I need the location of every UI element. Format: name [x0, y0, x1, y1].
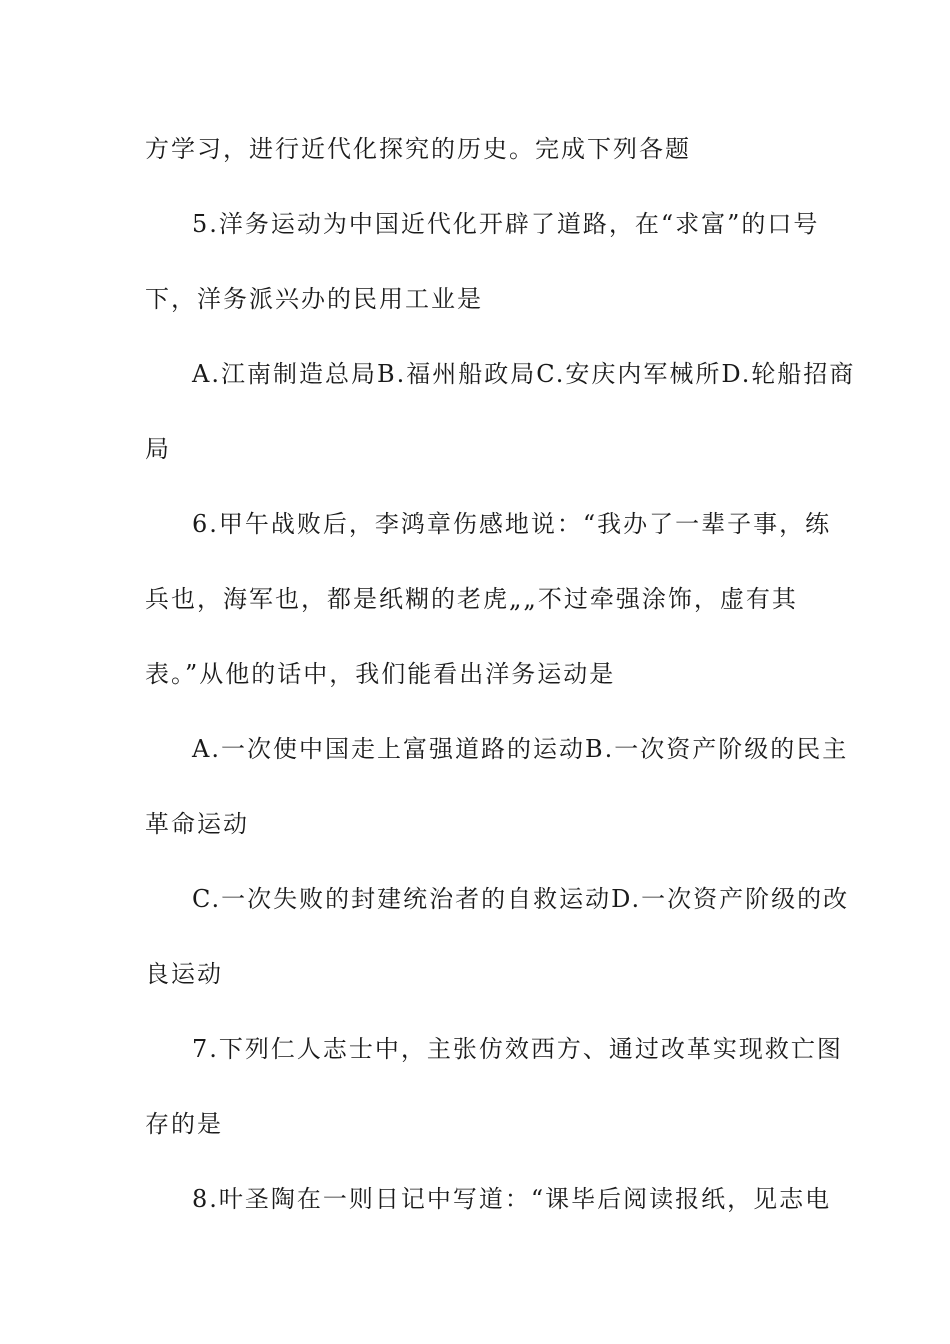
question-5-stem-line-2: 下，洋务派兴办的民用工业是 [145, 285, 483, 313]
text-line-intro: 方学习，进行近代化探究的历史。完成下列各题 [145, 135, 691, 163]
question-5-options-line-1: A.江南制造总局B.福州船政局C.安庆内军械所D.轮船招商 [192, 360, 856, 388]
question-6-options-line-3: C.一次失败的封建统治者的自救运动D.一次资产阶级的改 [192, 885, 850, 913]
question-6-stem-line-1: 6.甲午战败后，李鸿章伤感地说：“我办了一辈子事，练 [192, 510, 832, 538]
question-5-stem-line-1: 5.洋务运动为中国近代化开辟了道路，在“求富”的口号 [192, 210, 820, 238]
question-6-options-line-4: 良运动 [145, 960, 223, 988]
question-6-options-line-2: 革命运动 [145, 810, 249, 838]
question-7-stem-line-1: 7.下列仁人志士中，主张仿效西方、通过改革实现救亡图 [192, 1035, 843, 1063]
question-7-stem-line-2: 存的是 [145, 1110, 223, 1138]
question-8-stem-line-1: 8.叶圣陶在一则日记中写道：“课毕后阅读报纸，见志电 [192, 1185, 832, 1213]
question-6-options-line-1: A.一次使中国走上富强道路的运动B.一次资产阶级的民主 [192, 735, 849, 763]
question-5-options-line-2: 局 [145, 435, 171, 463]
question-6-stem-line-3: 表。”从他的话中，我们能看出洋务运动是 [145, 660, 616, 688]
question-6-stem-line-2: 兵也，海军也，都是纸糊的老虎„„不过牵强涂饰，虚有其 [145, 585, 798, 613]
